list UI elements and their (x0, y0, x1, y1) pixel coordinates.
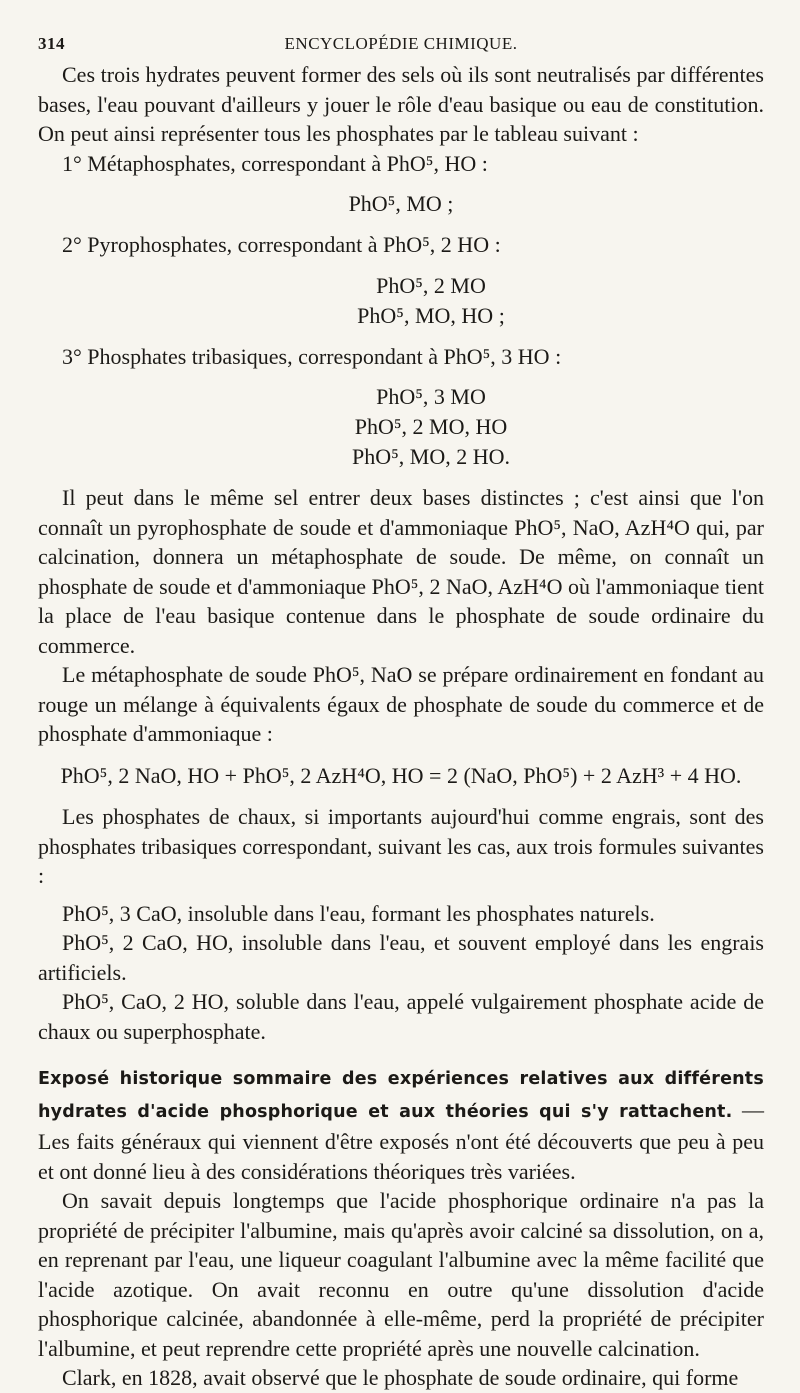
list-item-metaphosphates: 1° Métaphosphates, correspondant à PhO⁵, HO : (62, 150, 488, 176)
section-heading: Exposé historique sommaire des expériences relatives aux différents hydrates d'acide phosphorique et aux théories qui s'y rattachent. (38, 1069, 764, 1122)
chaux-formula-1: PhO⁵, 3 CaO, insoluble dans l'eau, formant les phosphates naturels. (62, 900, 655, 926)
page-body (38, 60, 764, 1393)
running-title: ENCYCLOPÉDIE CHIMIQUE. (284, 34, 518, 53)
list-item-pyrophosphates: 2° Pyrophosphates, correspondant à PhO⁵, 2 HO : (62, 232, 501, 257)
paragraph-history-2: Clark, en 1828, avait observé que le phosphate de soude ordinaire, qui forme (62, 1365, 739, 1390)
formula-line: PhO⁵, MO, HO ; (357, 302, 505, 328)
page-header (38, 30, 764, 60)
paragraph-two-bases: Il peut dans le même sel entrer deux bases distinctes ; c'est ainsi que l'on connaît un pyrophosphate de soude et d'ammoniaque PhO⁵, NaO, AzH⁴O qui, par calcination, donnera un métaphosphate de soude. De même, on connaît un phosphate de soude et d'ammoniaque PhO⁵, 2 NaO, AzH⁴O où l'ammoniaque tient la place de l'eau basique contenue dans le phosphate de soude ordinaire du commerce. (38, 485, 764, 658)
formula-line: PhO⁵, MO ; (348, 191, 454, 216)
formula-line: PhO⁵, 2 MO, HO (354, 414, 508, 439)
paragraph-chaux: Les phosphates de chaux, si importants aujourd'hui comme engrais, sont des phosphates tribasiques correspondant, suivant les cas, aux trois formules suivantes : (38, 804, 764, 888)
formula-block-meta (38, 189, 764, 219)
page-number: 314 (38, 34, 65, 53)
formula-line: PhO⁵, 2 MO (376, 272, 486, 298)
section-paragraph (38, 1062, 764, 1186)
list-item-tribasic: 3° Phosphates tribasiques, correspondant à PhO⁵, 3 HO : (62, 343, 562, 369)
formula-block-pyro (38, 271, 764, 331)
chaux-formula-3: PhO⁵, CaO, 2 HO, soluble dans l'eau, appelé vulgairement phosphate acide de chaux ou superphosphate. (38, 989, 764, 1044)
chemical-equation: PhO⁵, 2 NaO, HO + PhO⁵, 2 AzH⁴O, HO = 2 (NaO, PhO⁵) + 2 AzH³ + 4 HO. (60, 762, 742, 788)
formula-line: PhO⁵, MO, 2 HO. (351, 444, 511, 469)
paragraph-metaphosphate: Le métaphosphate de soude PhO⁵, NaO se prépare ordinairement en fondant au rouge un mélange à équivalents égaux de phosphate de soude du commerce et de phosphate d'ammoniaque : (38, 662, 764, 746)
section-text: — Les faits généraux qui viennent d'être exposés n'ont été découverts que peu à peu et ont donné lieu à des considérations théoriques très variées. (38, 1096, 765, 1184)
formula-line: PhO⁵, 3 MO (376, 384, 486, 409)
paragraph-history-1: On savait depuis longtemps que l'acide phosphorique ordinaire n'a pas la propriété de précipiter l'albumine, mais qu'après avoir calciné sa dissolution, on a, en reprenant par l'eau, une liqueur coagulant l'albumine avec la même facilité que l'acide azotique. On avait reconnu en outre qu'une dissolution d'acide phosphorique calcinée, abandonnée à elle-même, perd la propriété de précipiter l'albumine, et peut reprendre cette propriété après une nouvelle calcination. (38, 1188, 764, 1361)
formula-block-tribasic (38, 382, 764, 472)
paragraph-intro: Ces trois hydrates peuvent former des sels où ils sont neutralisés par différentes bases, l'eau pouvant d'ailleurs y jouer le rôle d'eau basique ou eau de constitution. On peut ainsi représenter tous les phosphates par le tableau suivant : (38, 62, 764, 146)
chaux-formula-2: PhO⁵, 2 CaO, HO, insoluble dans l'eau, et souvent employé dans les engrais artificiels. (38, 930, 764, 985)
